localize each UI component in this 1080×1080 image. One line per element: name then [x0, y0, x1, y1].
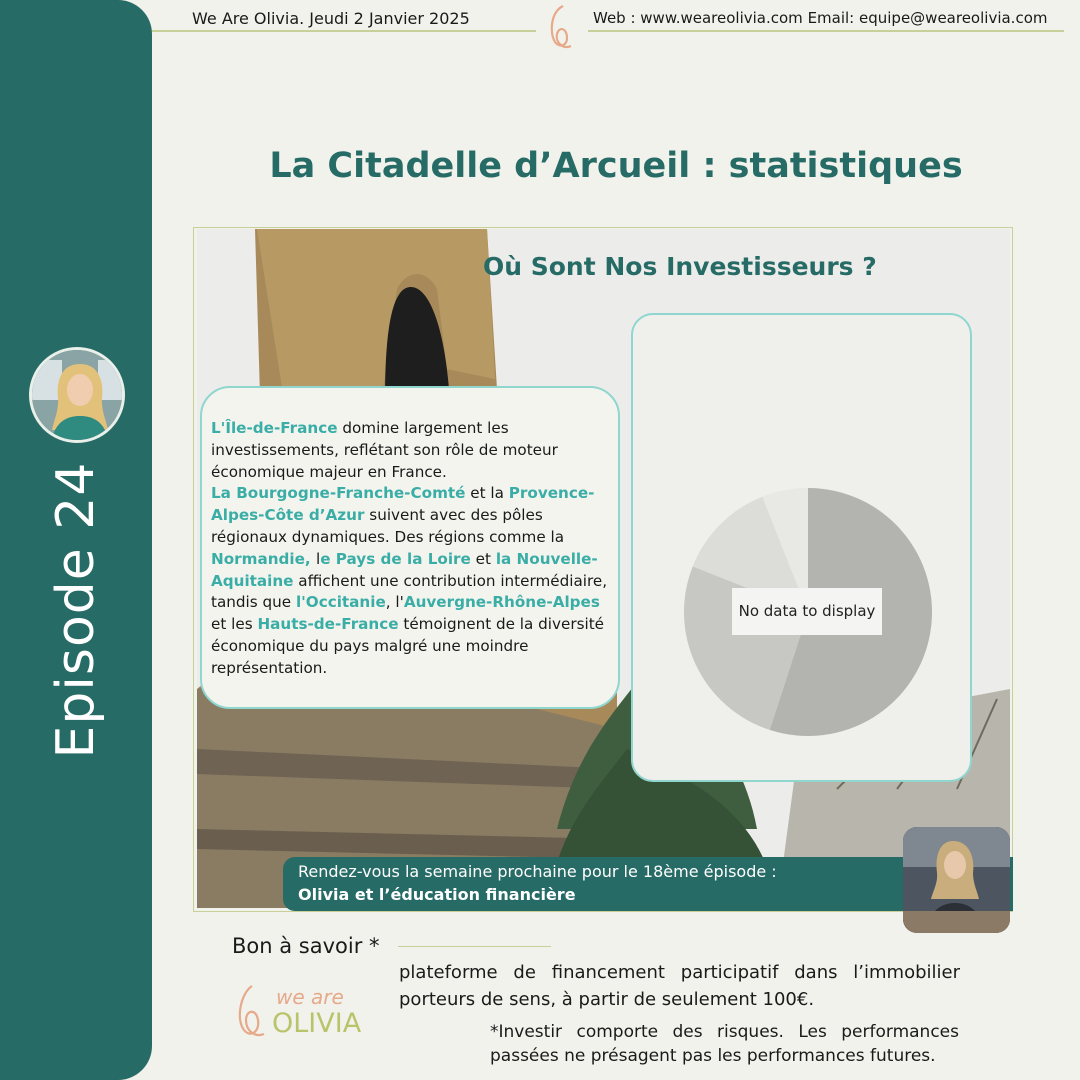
text-segment: suivent avec des pôles régionaux dynamiques. Des régions comme la — [211, 506, 565, 546]
logo-text-bottom: OLIVIA — [272, 1008, 362, 1039]
avatar — [29, 347, 125, 443]
text-segment: l — [315, 549, 321, 568]
highlight-hauts-de-france: Hauts-de-France — [257, 615, 399, 634]
swirl-logo-icon — [541, 2, 581, 52]
highlight-paca: Provence-Alpes-Côte d’Azur — [211, 484, 595, 525]
page-title: La Citadelle d’Arcueil : statistiques — [269, 146, 963, 186]
text-segment: témoignent de la diversité économique du pays malgré une moindre représentation. — [211, 615, 605, 677]
header-divider-left — [152, 30, 536, 32]
text-segment: , l' — [385, 593, 404, 612]
pie-chart — [633, 315, 974, 784]
olivia-portrait — [903, 827, 1010, 933]
highlight-bourgogne: La Bourgogne-Franche-Comté — [211, 484, 466, 503]
highlight-auvergne: Auvergne-Rhône-Alpes — [403, 593, 600, 612]
highlight-nouvelle-aquitaine: la Nouvelle-Aquitaine — [211, 549, 598, 590]
highlight-ile-de-france: L'Île-de-France — [211, 419, 338, 437]
platform-description: plateforme de financement participatif dans l’immobilier porteurs de sens, à partir de seulement 100€. — [399, 962, 960, 1010]
text-segment: et — [470, 549, 496, 568]
investor-text-card — [200, 386, 620, 709]
chart-card — [631, 313, 972, 782]
episode-label: Episode 24 — [46, 461, 106, 759]
text-segment: affichent une contribution intermédiaire, tandis que — [211, 571, 608, 612]
portrait-illustration — [903, 827, 1010, 933]
highlight-occitanie: l'Occitanie — [295, 593, 386, 612]
banner-line-2: Olivia et l’éducation financière — [298, 885, 576, 904]
logo-text-top: we are — [276, 985, 344, 1009]
header-contact: Web : www.weareolivia.com Email: equipe@weareolivia.com — [593, 9, 1048, 27]
we-are-olivia-logo — [232, 980, 382, 1040]
no-data-message: No data to display — [732, 588, 882, 635]
bon-a-savoir-divider — [398, 946, 551, 947]
header-date: We Are Olivia. Jeudi 2 Janvier 2025 — [192, 9, 470, 28]
bon-a-savoir-label: Bon à savoir * — [232, 934, 380, 958]
risk-disclaimer: *Investir comporte des risques. Les performances passées ne présagent pas les performances futures. — [490, 1022, 959, 1066]
banner-line-1: Rendez-vous la semaine prochaine pour le 18ème épisode : — [298, 862, 777, 881]
text-segment: et les — [211, 615, 258, 634]
text-segment: , — [304, 549, 316, 568]
highlight-normandie: Normandie — [211, 549, 305, 568]
text-segment: et la — [465, 484, 509, 503]
text-segment: domine largement les investissements, reflétant son rôle de moteur économique majeur en France. — [211, 419, 558, 481]
header-divider-right — [588, 30, 1064, 32]
section-subtitle: Où Sont Nos Investisseurs ? — [483, 252, 877, 281]
highlight-pays-de-la-loire: e Pays de la Loire — [320, 549, 471, 568]
